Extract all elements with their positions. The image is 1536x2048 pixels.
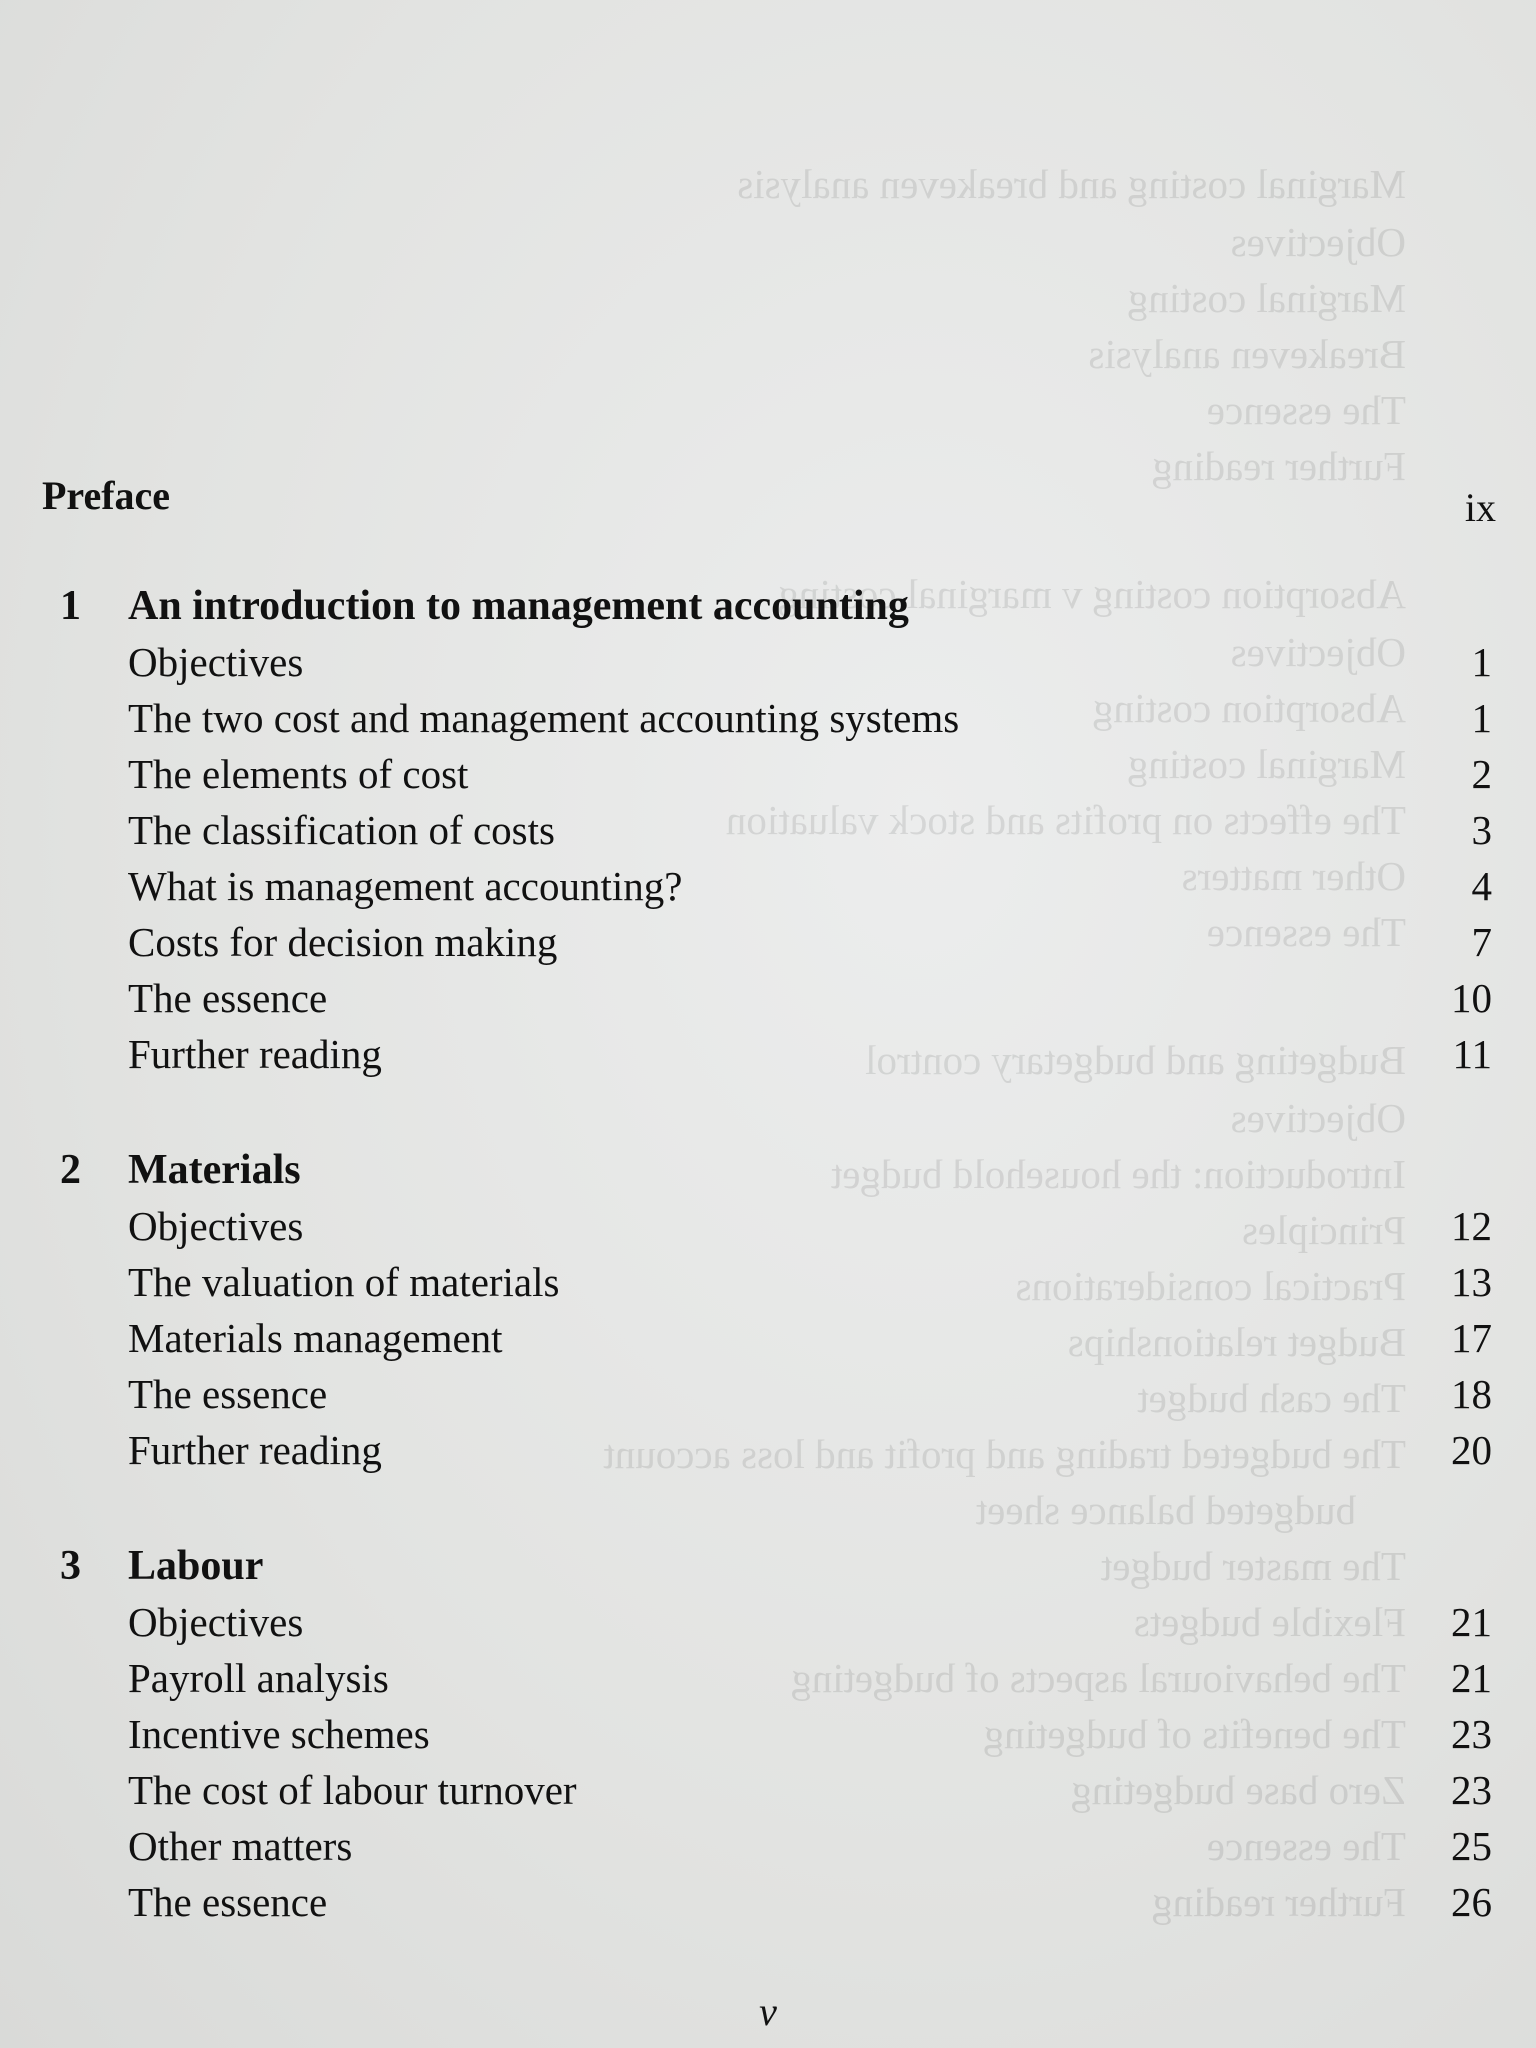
chapter-heading xyxy=(0,1146,1536,1202)
entry-page-number: 26 xyxy=(1451,1879,1492,1925)
entry-page-number: 21 xyxy=(1451,1599,1492,1645)
toc-entry xyxy=(0,1426,1536,1482)
entry-page-number: 17 xyxy=(1451,1315,1492,1361)
entry-title: The essence xyxy=(128,975,328,1021)
chapter-number: 2 xyxy=(60,1147,81,1193)
chapter-title: Materials xyxy=(128,1147,301,1193)
entry-title: Other matters xyxy=(128,1823,353,1869)
chapter-heading xyxy=(0,582,1536,638)
entry-title: The two cost and management accounting systems xyxy=(128,695,960,741)
entry-title: The classification of costs xyxy=(128,807,555,853)
entry-title: Objectives xyxy=(128,639,304,685)
entry-page-number: 1 xyxy=(1471,639,1492,685)
toc-entry xyxy=(0,862,1536,918)
chapter-title: Labour xyxy=(128,1543,264,1589)
toc-entry xyxy=(0,638,1536,694)
entry-page-number: 13 xyxy=(1451,1259,1492,1305)
entry-title: What is management accounting? xyxy=(128,863,683,909)
entry-page-number: 20 xyxy=(1451,1427,1492,1473)
entry-title: The elements of cost xyxy=(128,751,469,797)
toc-entry xyxy=(0,1370,1536,1426)
entry-page-number: 18 xyxy=(1451,1371,1492,1417)
toc-entry xyxy=(0,806,1536,862)
entry-page-number: 11 xyxy=(1452,1031,1492,1077)
preface-title: Preface xyxy=(42,473,171,518)
entry-title: The essence xyxy=(128,1371,328,1417)
entry-page-number: 2 xyxy=(1471,751,1492,797)
entry-page-number: 3 xyxy=(1471,807,1492,853)
preface-page-number: ix xyxy=(1464,485,1496,530)
entry-page-number: 10 xyxy=(1451,975,1492,1021)
bleed-through-texture: Marginal costing and breakeven analysis Objectives Marginal costing Breakeven analysis The essence Further reading Absorption costing v marginal costing Objectives Absorption costing Marginal costing The effects on profits and stock valuation Other matters The essence Budgeting and budgetary control Objectives Introduction: the household budget Principles Practical considerations Budget relationships The cash budget The budgeted trading and profit and loss account budgeted balance sheet The master budget Flexible budgets The behavioural aspects of budgeting The benefits of budgeting Zero base budgeting The essence Further reading xyxy=(603,161,1406,1925)
toc-entry xyxy=(0,1598,1536,1654)
entry-title: The cost of labour turnover xyxy=(128,1767,577,1813)
folio-page-number: v xyxy=(759,1989,777,2034)
entry-page-number: 25 xyxy=(1451,1823,1492,1869)
entry-page-number: 12 xyxy=(1451,1203,1492,1249)
toc-entry xyxy=(0,750,1536,806)
entry-title: Objectives xyxy=(128,1203,304,1249)
toc-entry xyxy=(0,694,1536,750)
entry-title: The essence xyxy=(128,1879,328,1925)
toc-entry xyxy=(0,1030,1536,1086)
entry-title: Further reading xyxy=(128,1031,382,1077)
toc-entry xyxy=(0,974,1536,1030)
toc-entry xyxy=(0,1766,1536,1822)
toc-entry xyxy=(0,1878,1536,1934)
entry-title: Materials management xyxy=(128,1315,503,1361)
entry-title: Incentive schemes xyxy=(128,1711,430,1757)
toc-entry xyxy=(0,1654,1536,1710)
entry-page-number: 23 xyxy=(1451,1711,1492,1757)
entry-page-number: 4 xyxy=(1471,863,1492,909)
entry-title: Costs for decision making xyxy=(128,919,558,965)
entry-page-number: 7 xyxy=(1471,919,1492,965)
toc-entry xyxy=(0,1314,1536,1370)
entry-page-number: 21 xyxy=(1451,1655,1492,1701)
entry-page-number: 1 xyxy=(1471,695,1492,741)
entry-title: The valuation of materials xyxy=(128,1259,560,1305)
entry-title: Objectives xyxy=(128,1599,304,1645)
toc-entry xyxy=(0,1258,1536,1314)
entry-page-number: 23 xyxy=(1451,1767,1492,1813)
toc-entry xyxy=(0,1822,1536,1878)
chapter-title: An introduction to management accounting xyxy=(128,583,909,629)
chapter-number: 3 xyxy=(60,1543,81,1589)
toc-entry xyxy=(0,1202,1536,1258)
chapter-number: 1 xyxy=(60,583,81,629)
entry-title: Further reading xyxy=(128,1427,382,1473)
toc-entry xyxy=(0,1710,1536,1766)
chapter-heading xyxy=(0,1542,1536,1598)
entry-title: Payroll analysis xyxy=(128,1655,389,1701)
toc-entry xyxy=(0,918,1536,974)
